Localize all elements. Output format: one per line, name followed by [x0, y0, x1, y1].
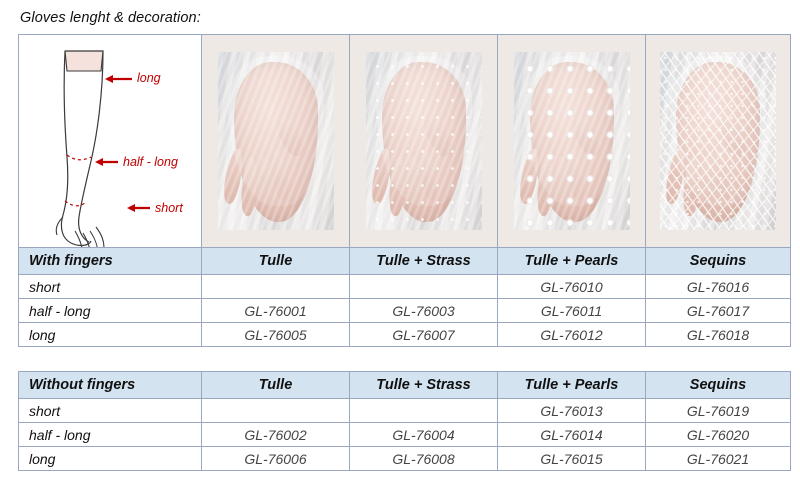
header-sequins: Sequins: [646, 372, 791, 399]
label-long: long: [137, 71, 161, 85]
tulle-strass-photo-cell: [350, 35, 498, 248]
header-tulle-pearls: Tulle + Pearls: [498, 372, 646, 399]
cell-code: [202, 275, 350, 299]
row-label-half-long: half - long: [19, 423, 202, 447]
row-label-short: short: [19, 275, 202, 299]
cell-code: GL-76013: [498, 399, 646, 423]
without-fingers-header: Without fingers: [19, 372, 202, 399]
cell-code: GL-76020: [646, 423, 791, 447]
cell-code: GL-76005: [202, 323, 350, 347]
tulle-glove-photo: [202, 35, 349, 247]
label-half-long: half - long: [123, 155, 178, 169]
table-row: [19, 399, 791, 423]
cell-code: GL-76003: [350, 299, 498, 323]
with-fingers-table: [18, 34, 791, 347]
row-label-long: long: [19, 323, 202, 347]
header-tulle-pearls: Tulle + Pearls: [498, 248, 646, 275]
cell-code: GL-76016: [646, 275, 791, 299]
table-spacer: [14, 347, 786, 371]
table-row: [19, 275, 791, 299]
cell-code: GL-76015: [498, 447, 646, 471]
cell-code: GL-76001: [202, 299, 350, 323]
cell-code: GL-76002: [202, 423, 350, 447]
without-fingers-header-row: [19, 372, 791, 399]
image-row: [19, 35, 791, 248]
cell-code: GL-76007: [350, 323, 498, 347]
with-fingers-header: With fingers: [19, 248, 202, 275]
cell-code: GL-76012: [498, 323, 646, 347]
label-short: short: [155, 201, 183, 215]
cell-code: GL-76021: [646, 447, 791, 471]
cell-code: GL-76017: [646, 299, 791, 323]
header-tulle-strass: Tulle + Strass: [350, 372, 498, 399]
cell-code: GL-76019: [646, 399, 791, 423]
sequins-glove-photo: [646, 35, 790, 247]
row-label-half-long: half - long: [19, 299, 202, 323]
without-fingers-table: [18, 371, 791, 471]
arm-outline-icon: [19, 35, 201, 247]
cell-code: GL-76011: [498, 299, 646, 323]
table-row: [19, 423, 791, 447]
cell-code: GL-76006: [202, 447, 350, 471]
table-row: [19, 323, 791, 347]
tulle-pearls-glove-photo: [498, 35, 645, 247]
cell-code: [350, 399, 498, 423]
row-label-long: long: [19, 447, 202, 471]
cell-code: [202, 399, 350, 423]
cell-code: GL-76018: [646, 323, 791, 347]
page-title: Gloves lenght & decoration:: [20, 10, 201, 26]
arm-diagram: [19, 35, 201, 247]
cell-code: GL-76008: [350, 447, 498, 471]
header-tulle: Tulle: [202, 372, 350, 399]
tulle-strass-glove-photo: [350, 35, 497, 247]
cell-code: GL-76014: [498, 423, 646, 447]
cell-code: [350, 275, 498, 299]
header-sequins: Sequins: [646, 248, 791, 275]
header-tulle: Tulle: [202, 248, 350, 275]
arm-diagram-cell: [19, 35, 202, 248]
tulle-photo-cell: [202, 35, 350, 248]
cell-code: GL-76004: [350, 423, 498, 447]
tulle-pearls-photo-cell: [498, 35, 646, 248]
sequins-photo-cell: [646, 35, 791, 248]
cell-code: GL-76010: [498, 275, 646, 299]
row-label-short: short: [19, 399, 202, 423]
header-tulle-strass: Tulle + Strass: [350, 248, 498, 275]
with-fingers-header-row: [19, 248, 791, 275]
table-row: [19, 299, 791, 323]
table-row: [19, 447, 791, 471]
